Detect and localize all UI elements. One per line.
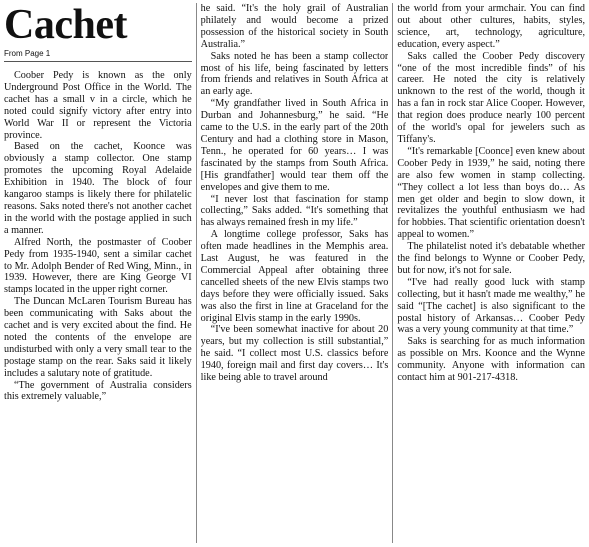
paragraph: “I never lost that fascination for stamp collecting,” Saks added. “It's something that has always remained fresh in my life.”: [200, 193, 389, 229]
paragraph: Saks is searching for as much information as possible on Mrs. Koonce and the Wynne community. Anyone with information can contact him at 901-217-4318.: [397, 336, 586, 384]
paragraph: Coober Pedy is known as the only Underground Post Office in the World. The cachet has a small v in a circle, which he noted could signify victory after entry into World War II or represent the Victoria province.: [4, 70, 192, 141]
paragraph: Alfred North, the postmaster of Coober Pedy from 1935-1940, sent a similar cachet to Mr. Adolph Bender of Red Wing, Minn., in 1939. However, there are King George VI stamps located in the upper right corner.: [4, 236, 192, 296]
column-1: [4, 3, 192, 543]
paragraph: “My grandfather lived in South Africa in Durban and Johannesburg,” he said. “He came to the U.S. in the early part of the 20th Century and had a clothing store in Mason, Tenn., he operated for 60 years… I was fascinated by the stamps from South Africa. [His grandfather] would tear them off the envelopes and give them to me.: [200, 98, 389, 193]
column-2: [201, 3, 389, 543]
paragraph: “I've had really good luck with stamp collecting, but it hasn't made me wealthy,” he said “[The cachet] is also significant to the postal history of Arkansas… Coober Pedy was a very young community at that time.”: [397, 276, 586, 336]
paragraph: Saks called the Coober Pedy discovery “one of the most incredible finds” of his career. He noted the city is relatively unknown to the rest of the world, though it has a fan in rock star Alice Cooper. However, that region does produce nearly 100 percent of the world's opal for jewelers such as Tiffany's.: [397, 50, 586, 145]
headline: Cachet: [4, 3, 127, 48]
paragraph: “The government of Australia considers this extremely valuable,”: [4, 379, 192, 403]
paragraph: A longtime college professor, Saks has often made headlines in the Memphis area. Last August, he was featured in the Commercial Appeal after obtaining three cancelled sheets of the new Elvis stamps two days before they were officially issued. Saks was also the first in line at Graceland for the original Elvis stamp in the early 1990s.: [200, 229, 389, 324]
continuation-line: From Page 1: [4, 49, 192, 62]
column-divider: [392, 3, 393, 543]
column-divider: [196, 3, 197, 543]
column-3: [397, 3, 585, 543]
article-columns: [4, 3, 585, 543]
paragraph: “It's remarkable [Coonce] even knew about Coober Pedy in 1939,” he said, noting there are also few women in stamp collecting. “They collect a lot less than boys do… As men get older and begin to slow down, it revitalizes the youthful enthusiasm we had for hobbies. That scientific orientation doesn't appeal to women.”: [397, 145, 586, 241]
paragraph: The Duncan McLaren Tourism Bureau has been communicating with Saks about the cachet and is very excited about the find. He noted the contents of the envelope are undisturbed with only a very small tear to the postage stamp on the rear. Saks said it likely includes a salutary note of gratitude.: [4, 296, 192, 379]
paragraph: “I've been somewhat inactive for about 20 years, but my collection is still substantial,” he said. “I collect most U.S. classics before 1940, foreign mail and first day covers… It's like being able to travel around: [200, 324, 389, 384]
paragraph: The philatelist noted it's debatable whether the find belongs to Wynne or Coober Pedy, but for now, it's not for sale.: [397, 241, 586, 276]
paragraph: Saks noted he has been a stamp collector most of his life, being fascinated by letters from friends and relatives in South Africa at an early age.: [200, 50, 389, 98]
paragraph: the world from your armchair. You can find out about other cultures, habits, styles, science, art, technology, agriculture, education, every aspect.”: [397, 3, 586, 50]
paragraph: Based on the cachet, Koonce was obviously a stamp collector. One stamp promotes the upcoming Royal Adelaide Exhibition in 1940. The block of four kangaroo stamps is likely there for philatelic reasons. Saks noted there's not another cachet in the world with the postage applied in such a manner.: [4, 141, 192, 236]
paragraph: he said. “It's the holy grail of Australian philately and would become a prized possession of the historical society in South Australia.”: [200, 3, 389, 50]
